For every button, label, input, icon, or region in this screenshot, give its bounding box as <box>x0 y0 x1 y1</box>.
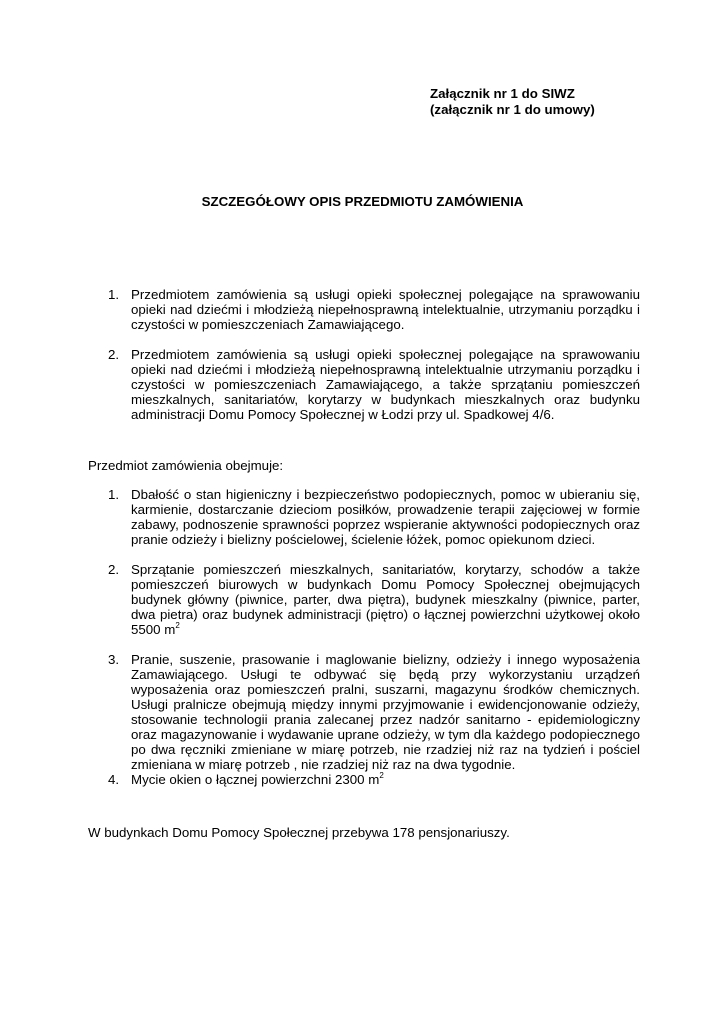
attachment-line-2: (załącznik nr 1 do umowy) <box>430 102 595 117</box>
list-item-text-wrap <box>131 772 640 787</box>
attachment-header <box>430 86 595 118</box>
list-item-number: 3. <box>108 652 120 667</box>
list-item-text: Przedmiotem zamówienia są usługi opieki społecznej polegające na sprawowaniu opieki nad dziećmi i młodzieżą niepełnosprawną intelektualnie utrzymaniu porządku i czystości w pomieszczeniach Zamawiającego, a także sprzątaniu pomieszczeń mieszkalnych, sanitariatów, korytarzy w budynkach mieszkalnych oraz budynku administracji Domu Pomocy Społecznej w Łodzi przy ul. Spadkowej 4/6. <box>131 347 640 422</box>
superscript: 2 <box>379 771 384 780</box>
list-item-number: 1. <box>108 287 120 302</box>
list-item-text-wrap <box>131 562 640 637</box>
list-item-text: Dbałość o stan higieniczny i bezpieczeństwo podopiecznych, pomoc w ubieraniu się, karmienie, dostarczanie dzieciom posiłków, prowadzenie terapii zajęciowej w formie zabawy, podnoszenie sprawności poprzez wspieranie aktywności podopiecznych oraz pranie odzieży i bielizny pościelowej, ścielenie łóżek, pomoc opiekunom dzieci. <box>131 487 640 547</box>
superscript: 2 <box>175 621 180 630</box>
list-item-number: 2. <box>108 347 120 362</box>
list-item <box>88 772 640 787</box>
list-item <box>88 562 640 637</box>
list-item-text: Pranie, suszenie, prasowanie i maglowanie bielizny, odzieży i innego wyposażenia Zamawiającego. Usługi te odbywać się będą przy wykorzystaniu urządzeń wyposażenia oraz pomieszczeń pralni, suszarni, magazynu środków chemicznych. Usługi pralnicze obejmują między innymi przyjmowanie i ewidencjonowanie odzieży, stosowanie technologii prania zalecanej przez nadzór sanitarno - epidemiologiczny oraz magazynowanie i wydawanie uprane odzieży, w tym dla każdego podopiecznego po dwa ręczniki zmieniane w miarę potrzeb, nie rzadziej niż raz na tydzień i pościel zmieniana w miarę potrzeb , nie rzadziej niż raz na dwa tygodnie. <box>131 652 640 772</box>
list-item-number: 2. <box>108 562 120 577</box>
list-item-text: Mycie okien o łącznej powierzchni 2300 m <box>131 772 380 787</box>
document-title: SZCZEGÓŁOWY OPIS PRZEDMIOTU ZAMÓWIENIA <box>201 194 524 209</box>
list-item-number: 4. <box>108 772 120 787</box>
list-item <box>88 652 640 772</box>
list-item <box>88 487 640 547</box>
list-item-text: Przedmiotem zamówienia są usługi opieki społecznej polegające na sprawowaniu opieki nad dziećmi i młodzieżą niepełnosprawną intelektualnie, utrzymaniu porządku i czystości w pomieszczeniach Zamawiającego. <box>131 287 640 332</box>
residents-note: W budynkach Domu Pomocy Społecznej przebywa 178 pensjonariuszy. <box>88 825 510 840</box>
scope-intro: Przedmiot zamówienia obejmuje: <box>88 458 284 473</box>
list-item-text: Sprzątanie pomieszczeń mieszkalnych, sanitariatów, korytarzy, schodów a także pomieszczeń biurowych w budynkach Domu Pomocy Społecznej obejmujących budynek główny (piwnice, parter, dwa piętra), budynek mieszkalny (piwnice, parter, dwa pietra) oraz budynek administracji (piętro) o łącznej powierzchni użytkowej około 5500 m <box>131 562 640 637</box>
list-item <box>88 347 640 422</box>
scope-list <box>88 487 640 787</box>
list-item-number: 1. <box>108 487 120 502</box>
attachment-line-1: Załącznik nr 1 do SIWZ <box>430 86 575 101</box>
subject-list <box>88 287 640 422</box>
list-item <box>88 287 640 332</box>
